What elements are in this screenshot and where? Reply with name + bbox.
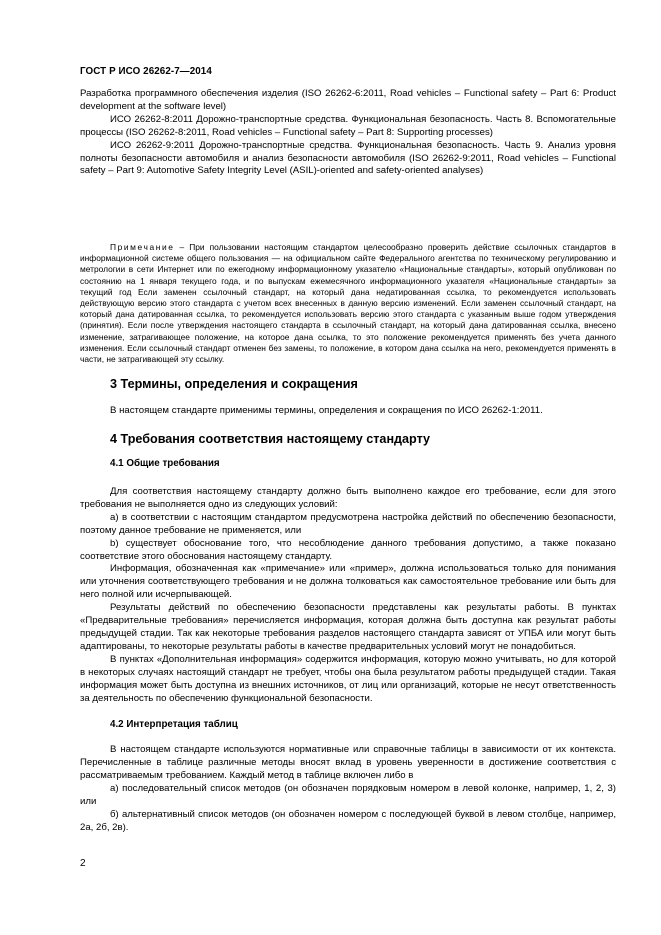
page-number: 2: [80, 858, 86, 869]
section-3: [80, 377, 616, 418]
body-paragraph: Для соответствия настоящему стандарту должно быть выполнено каждое его требование, если для этого требования не выполняется одно из следующих условий:: [80, 486, 616, 510]
references-list: [80, 88, 616, 178]
body-paragraph: Результаты действий по обеспечению безопасности представлены как результаты работы. В пунктах «Предварительные требования» перечисляется информация, которая должна быть доступна как результат работы предыдущей стадии. Так как некоторые требования разделов настоящего стандарта зависят от УПБА или могут быть адаптированы, то некоторые результаты работы в качестве предварительных условий могут не понадобиться.: [80, 602, 616, 652]
note-label: Примечание: [110, 242, 175, 252]
body-paragraph: В пунктах «Дополнительная информация» содержится информация, которую можно учитывать, но для которой в некоторых случаях настоящий стандарт не требует, чтобы она была результатом работы предыдущей стадии. Такая информация может быть доступна из внешних источников, от лиц или организаций, которые не несут ответственность за деятельность по обеспечению функциональной безопасности.: [80, 653, 616, 704]
body-paragraph: В настоящем стандарте используются нормативные или справочные таблицы в зависимости от их контекста. Перечисленные в таблице различные методы вносят вклад в уровень уверенности в достижение соответствия с рассматриваемым требованием. Каждый метод в таблице включен либо в: [80, 744, 616, 782]
subsection-title: 4.1 Общие требования: [110, 458, 220, 469]
note-block: [80, 242, 616, 365]
reference-paragraph: Разработка программного обеспечения изделия (ISO 26262-6:2011, Road vehicles – Functional safety – Part 6: Product development at the software level): [80, 88, 616, 112]
list-item: а) последовательный список методов (он обозначен порядковым номером в левой колонке, например, 1, 2, 3) или: [80, 783, 616, 808]
body-paragraph: В настоящем стандарте применимы термины, определения и сокращения по ИСО 26262-1:2011.: [110, 405, 543, 416]
list-item: b) существует обоснование того, что несоблюдение данного требования допустимо, а также показано соответствие этого обоснования настоящему стандарту.: [80, 537, 616, 562]
subsection-title: 4.2 Интерпретация таблиц: [110, 719, 238, 731]
body-paragraph: Информация, обозначенная как «примечание» или «пример», должна использоваться только для понимания или уточнения соответствующего требования и не должна толковаться как самостоятельное требование или быть для него полной или исчерпывающей.: [80, 563, 616, 601]
list-item: б) альтернативный список методов (он обозначен номером с последующей буквой в левом столбце, например, 2а, 2б, 2в).: [80, 808, 616, 833]
section-4: [80, 432, 616, 835]
document-header: ГОСТ Р ИСО 26262-7—2014: [80, 66, 212, 77]
list-item: а) в соответствии с настоящим стандартом предусмотрена настройка действий по обеспечению безопасности, поэтому данное требование не применяется, или: [80, 511, 616, 536]
reference-paragraph: ИСО 26262-8:2011 Дорожно-транспортные средства. Функциональная безопасность. Часть 8. Вспомогательные процессы (ISO 26262-8:2011, Road vehicles – Functional safety – Part 8: Supporting processes): [80, 113, 616, 138]
section-title: 4 Требования соответствия настоящему стандарту: [110, 432, 431, 446]
reference-paragraph: ИСО 26262-9:2011 Дорожно-транспортные средства. Функциональная безопасность. Часть 9. Анализ уровня полноты безопасности автомобиля и анализ безопасности автомобиля (ISO 26262-9:2011, Road vehicles – Functional safety – Part 9: Automotive Safety Integrity Level (ASIL)-oriented and safety-oriented analyses): [80, 139, 616, 177]
section-title: 3 Термины, определения и сокращения: [110, 377, 358, 391]
note-text: – При пользовании настоящим стандартом целесообразно проверить действие ссылочных стандартов в информационной системе общего пользования — на официальном сайте Федерального агентства по техническому регулированию и метрологии в сети Интернет или по ежегодному информационному указателю «Национальные стандарты», который опубликован по состоянию на 1 января текущего года, и по выпускам ежемесячного информационного указателя «Национальные стандарты» за текущий год Если заменен ссылочный стандарт, на который дана недатированная ссылка, то рекомендуется использовать действующую версию этого стандарта с учетом всех внесенных в данную версию изменений. Если заменен ссылочный стандарт, на который дана датированная ссылка, то рекомендуется использовать версию этого стандарта с указанным выше годом утверждения (принятия). Если после утверждения настоящего стандарта в ссылочный стандарт, на который дана датированная ссылка, внесено изменение, затрагивающее положение, на которое дана ссылка, то это положение рекомендуется применять без учета данного изменения. Если ссылочный стандарт отменен без замены, то положение, в котором дана ссылка на него, рекомендуется применять в части, не затрагивающей эту ссылку.: [80, 242, 616, 365]
